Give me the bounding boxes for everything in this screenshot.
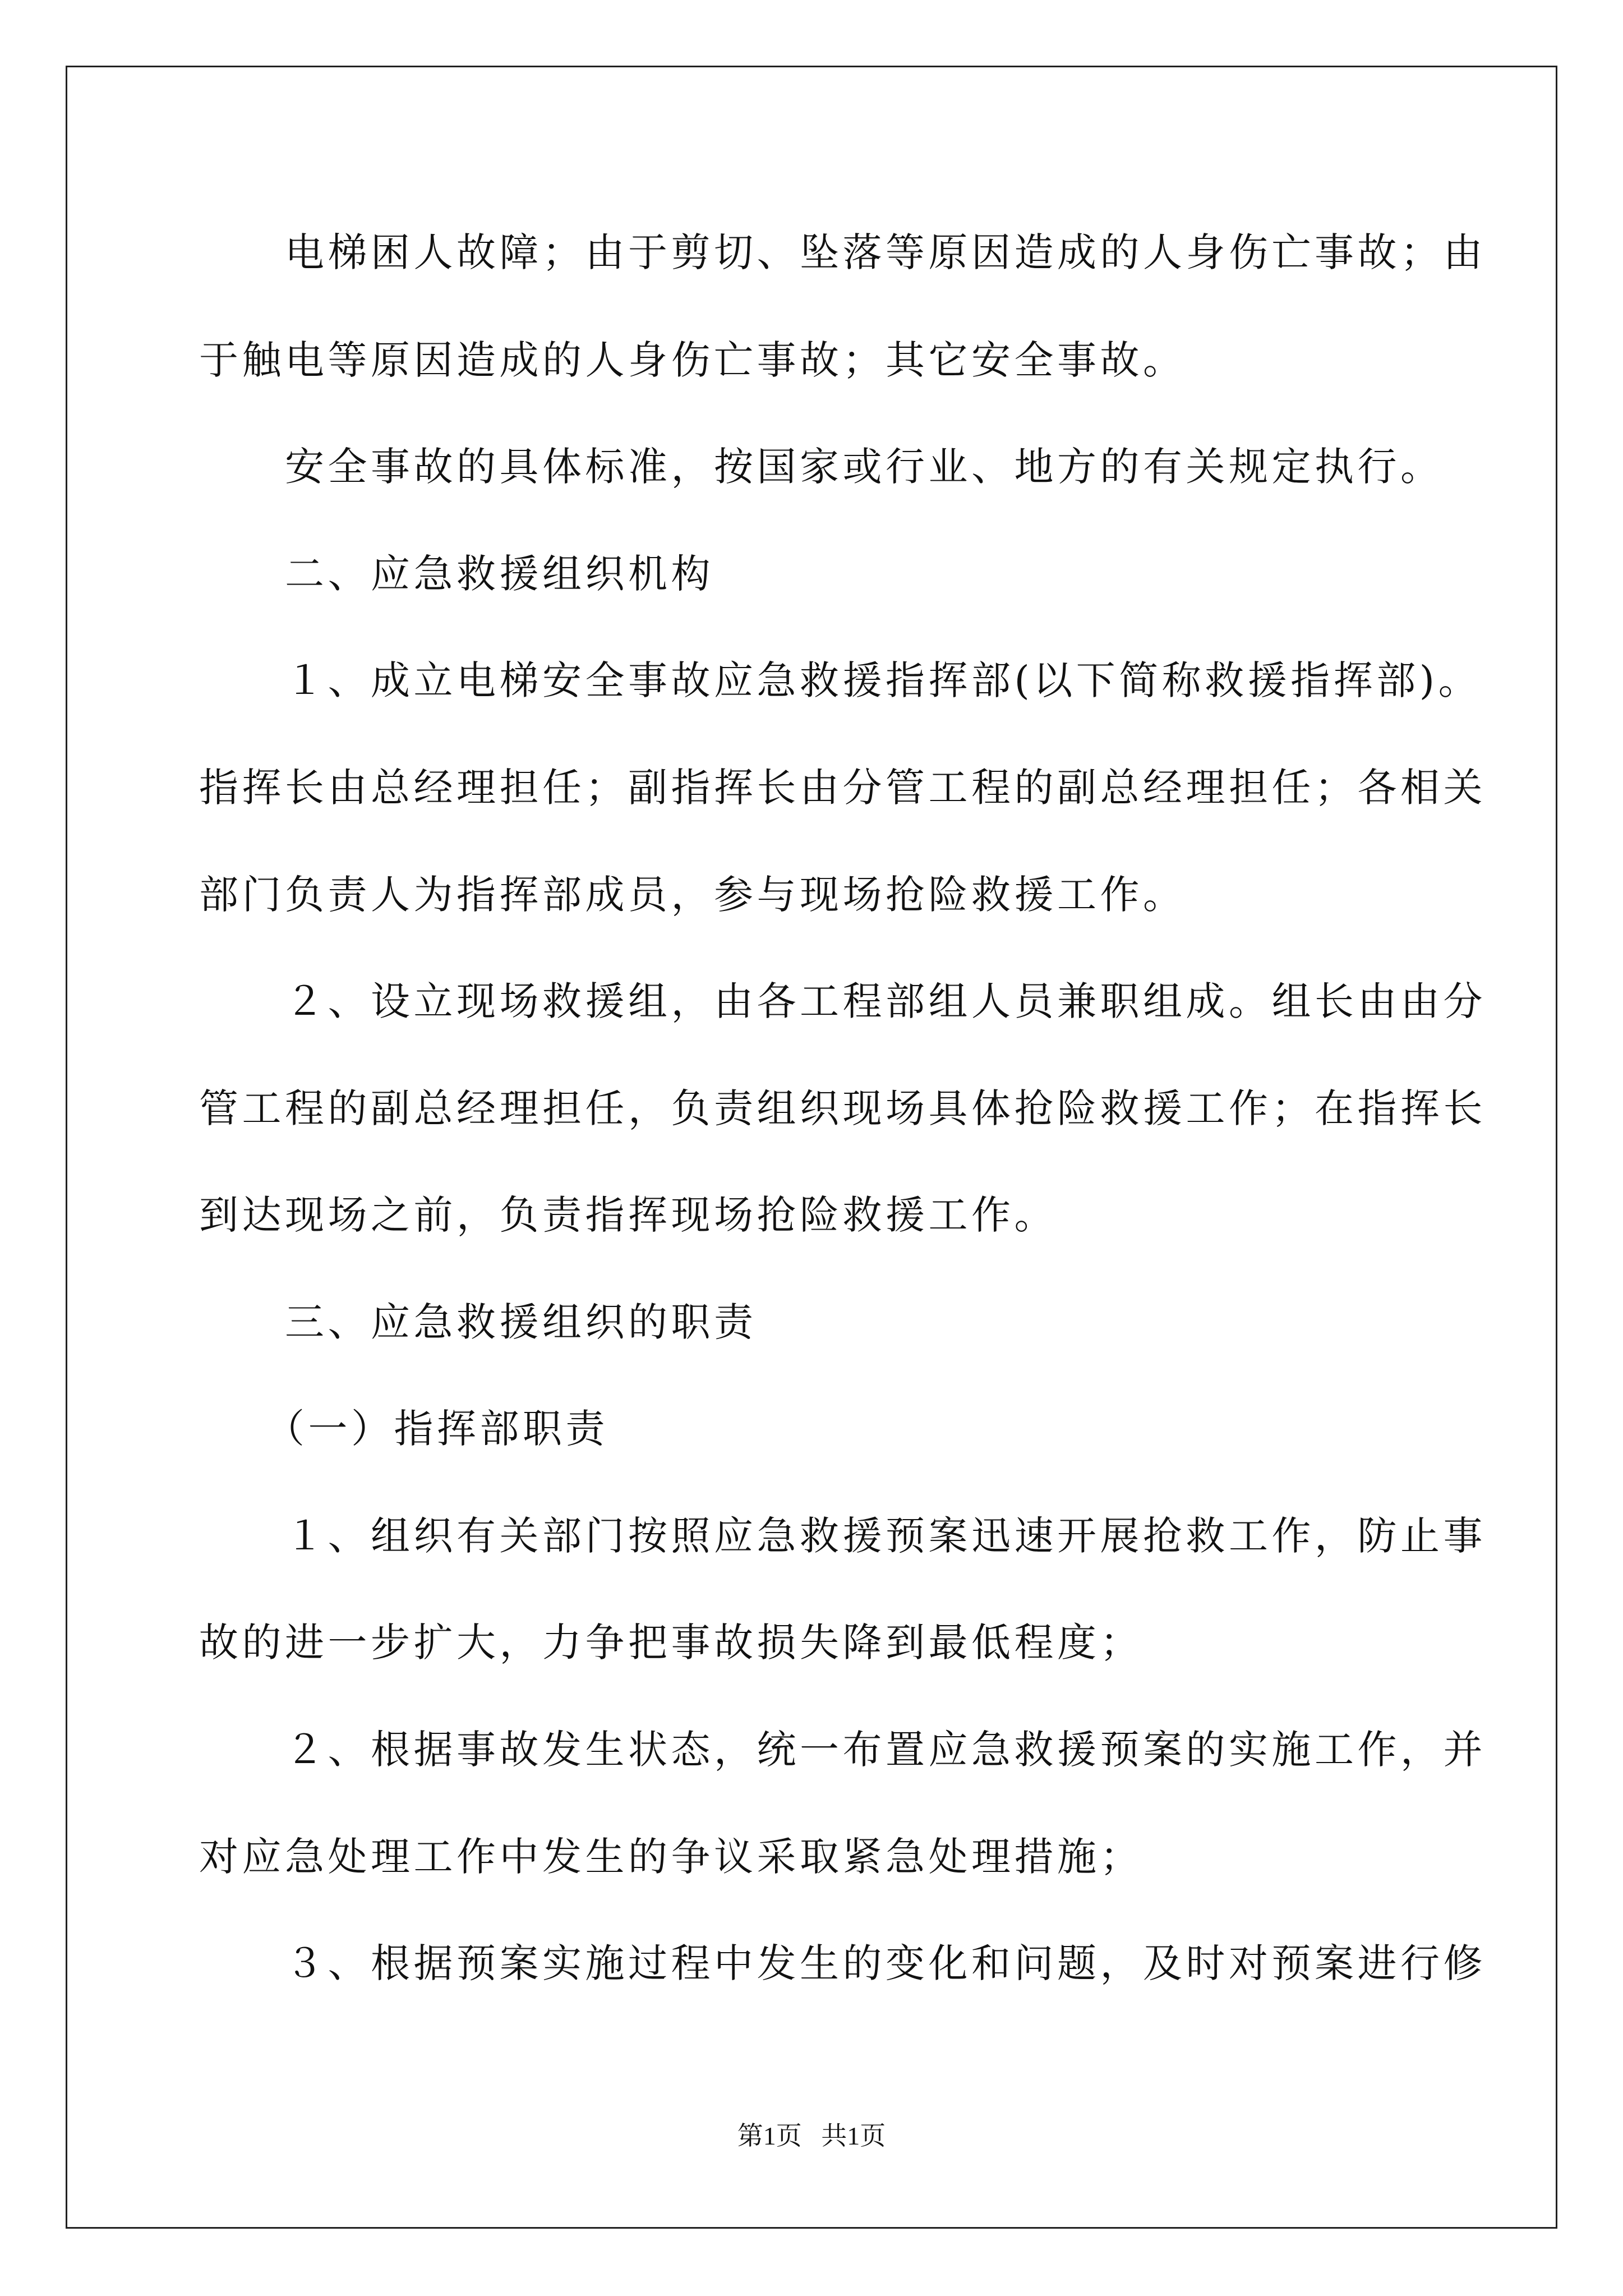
text-line: 管工程的副总经理担任，负责组织现场具体抢险救援工作；在指挥长 [199, 1085, 1486, 1131]
page-border [66, 66, 1557, 2229]
page-number: 第1页 共1页 [737, 2122, 886, 2150]
text-line: 故的进一步扩大，力争把事故损失降到最低程度； [199, 1619, 1143, 1665]
text-line: 到达现场之前，负责指挥现场抢险救援工作。 [199, 1192, 1057, 1238]
text-line: 指挥长由总经理担任；副指挥长由分管工程的副总经理担任；各相关 [199, 765, 1486, 811]
text-line: 对应急处理工作中发生的争议采取紧急处理措施； [199, 1834, 1143, 1880]
text-line: 电梯困人故障；由于剪切、坠落等原因造成的人身伤亡事故；由 [199, 229, 1486, 275]
section-heading: 三、应急救援组织的职责 [199, 1299, 757, 1345]
text-line: １、成立电梯安全事故应急救援指挥部(以下简称救援指挥部)。 [199, 657, 1482, 703]
text-line: １、组织有关部门按照应急救援预案迅速开展抢救工作，防止事 [199, 1513, 1486, 1559]
text-line: 安全事故的具体标准，按国家或行业、地方的有关规定执行。 [199, 444, 1444, 490]
section-heading: 二、应急救援组织机构 [199, 551, 714, 597]
text-line: ２、设立现场救援组，由各工程部组人员兼职组成。组长由由分 [199, 978, 1486, 1024]
text-line: 于触电等原因造成的人身伤亡事故；其它安全事故。 [199, 337, 1186, 383]
text-line: ２、根据事故发生状态，统一布置应急救援预案的实施工作，并 [199, 1727, 1486, 1773]
text-line: ３、根据预案实施过程中发生的变化和问题，及时对预案进行修 [199, 1940, 1486, 1986]
subsection-heading: （一）指挥部职责 [199, 1406, 608, 1452]
text-line: 部门负责人为指挥部成员，参与现场抢险救援工作。 [199, 872, 1186, 918]
